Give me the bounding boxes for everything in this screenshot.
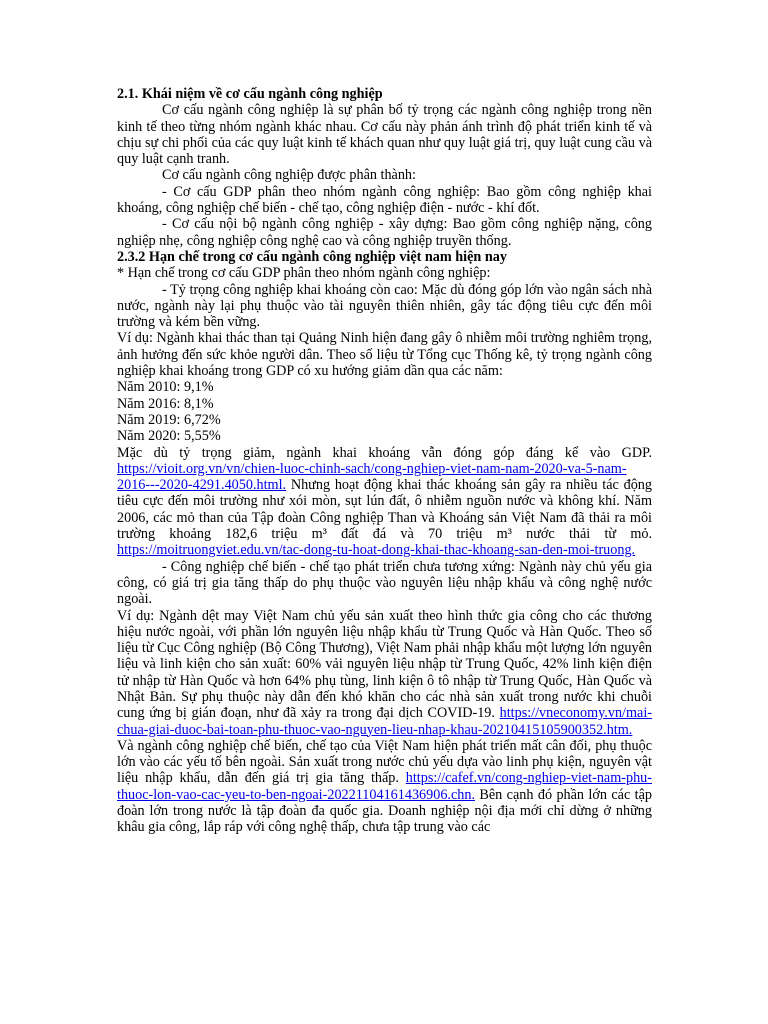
text-environment-impact: Nhưng hoạt động khai thác khoáng sản gây ra nhiều tác động tiêu cực đến môi trường như xói mòn, sụt lún đất, ô nhiễm nguồn nước và không khí. Năm 2006, các mỏ than của Tập đoàn Công nghiệp Than và Khoáng sản Việt Nam đã thải ra môi trường khoảng 182,6 triệu m³ đất đá và 70 triệu m³ nước thải từ mỏ. — [117, 477, 652, 543]
paragraph-manufacturing: - Công nghiệp chế biến - chế tạo phát triển chưa tương xứng: Ngành này chủ yếu gia công, có giá trị gia tăng thấp do phụ thuộc vào nguyên liệu nhập khẩu và công nghệ nước ngoài. — [117, 558, 652, 608]
list-item-year: Năm 2010: 9,1% — [117, 379, 214, 396]
paragraph-classification: Cơ cấu ngành công nghiệp được phân thành: — [162, 167, 416, 184]
list-item-year: Năm 2020: 5,55% — [117, 428, 221, 445]
link-vneconomy[interactable]: https://vneconomy.vn/mai-chua-giai-duoc-bai-toan-phu-thuoc-vao-nguyen-lieu-nhap-khau-20210415105900352.htm. — [117, 705, 652, 738]
list-item-year: Năm 2016: 8,1% — [117, 395, 214, 412]
text-textile-example: Ví dụ: Ngành dệt may Việt Nam chủ yếu sản xuất theo hình thức gia công cho các thương hiệu nước ngoài, với phần lớn nguyên liệu nhập khẩu từ Trung Quốc và Hàn Quốc. Theo số liệu từ Cục Công nghiệp (Bộ Công Thương), Việt Nam phải nhập khẩu một lượng lớn nguyên liệu và linh kiện cho sản xuất: 60% vải nguyên liệu nhập từ Trung Quốc, 42% linh kiện điện tử nhập từ Hàn Quốc và hơn 64% phụ tùng, linh kiện ô tô nhập từ Trung Quốc, Hàn Quốc và Nhật Bản. Sự phụ thuộc này dẫn đến khó khăn cho các nhà sản xuất trong nước khi chuỗi cung ứng bị gián đoạn, như đã xảy ra trong đại dịch COVID-19. — [117, 607, 652, 722]
paragraph-mining-example: Ví dụ: Ngành khai thác than tại Quảng Ninh hiện đang gây ô nhiễm môi trường nghiêm trọng, ảnh hưởng đến sức khỏe người dân. Theo số liệu từ Tổng cục Thống kê, tỷ trọng ngành công nghiệp khai khoáng trong GDP có xu hướng giảm dần qua các năm: — [117, 330, 652, 380]
document-page — [117, 86, 652, 836]
text-imbalance: Và ngành công nghiệp chế biến, chế tạo của Việt Nam hiện phát triển mất cân đối, phụ thuộc lớn vào các yếu tố bên ngoài. Sản xuất trong nước chủ yếu dựa vào linh phụ kiện, nguyên vật liệu nhập khẩu, dẫn đến giá trị gia tăng thấp. — [117, 737, 652, 787]
paragraph-textile-example — [117, 608, 652, 836]
text-gdp-contribution: Mặc dù tỷ trọng giảm, ngành khai khoáng vẫn đóng góp đáng kể vào GDP. — [117, 444, 652, 461]
link-vioit[interactable]: https://vioit.org.vn/vn/chien-luoc-chinh-sach/cong-nghiep-viet-nam-nam-2020-va-5-nam-2016---2020-4291.4050.html. — [117, 460, 627, 494]
paragraph-gdp-structure: - Cơ cấu GDP phân theo nhóm ngành công nghiệp: Bao gồm công nghiệp khai khoáng, công nghiệp chế biến - chế tạo, công nghiệp điện - nước - khí đốt. — [117, 183, 652, 217]
paragraph-internal-structure: - Cơ cấu nội bộ ngành công nghiệp - xây dựng: Bao gồm công nghiệp nặng, công nghiệp nhẹ, công nghiệp công nghệ cao và công nghiệp truyền thống. — [117, 216, 652, 249]
paragraph-mining-impact — [117, 445, 652, 559]
paragraph-mining-share: - Tỷ trọng công nghiệp khai khoáng còn cao: Mặc dù đóng góp lớn vào ngân sách nhà nước, ngành này lại phụ thuộc vào tài nguyên thiên nhiên, gây tác động tiêu cực đến môi trường và kém bền vững. — [117, 281, 652, 331]
link-moitruongviet[interactable]: https://moitruongviet.edu.vn/tac-dong-tu-hoat-dong-khai-thac-khoang-san-den-moi-truong. — [117, 542, 636, 559]
paragraph-definition: Cơ cấu ngành công nghiệp là sự phân bố tỷ trọng các ngành công nghiệp trong nền kinh tế theo từng nhóm ngành khác nhau. Cơ cấu này phản ánh trình độ phát triển kinh tế và chịu sự chi phối của các quy luật kinh tế khách quan như quy luật giá trị, quy luật cung cầu và quy luật cạnh tranh. — [117, 102, 652, 168]
link-cafef[interactable]: https://cafef.vn/cong-nghiep-viet-nam-phu-thuoc-lon-vao-cac-yeu-to-ben-ngoai-20221104161436906.chn. — [117, 770, 652, 803]
heading-concept: 2.1. Khái niệm về cơ cấu ngành công nghiệp — [117, 86, 383, 102]
paragraph-limitations-intro: * Hạn chế trong cơ cấu GDP phân theo nhóm ngành công nghiệp: — [117, 265, 491, 282]
heading-limitations: 2.3.2 Hạn chế trong cơ cấu ngành công nghiệp việt nam hiện nay — [117, 248, 507, 265]
list-item-year: Năm 2019: 6,72% — [117, 411, 221, 428]
text-corporations: Bên cạnh đó phần lớn các tập đoàn lớn trong nước là tập đoàn đa quốc gia. Doanh nghiệp nội địa mới chỉ dừng ở những khâu gia công, lắp ráp với công nghệ thấp, chưa tập trung vào các — [117, 786, 652, 836]
